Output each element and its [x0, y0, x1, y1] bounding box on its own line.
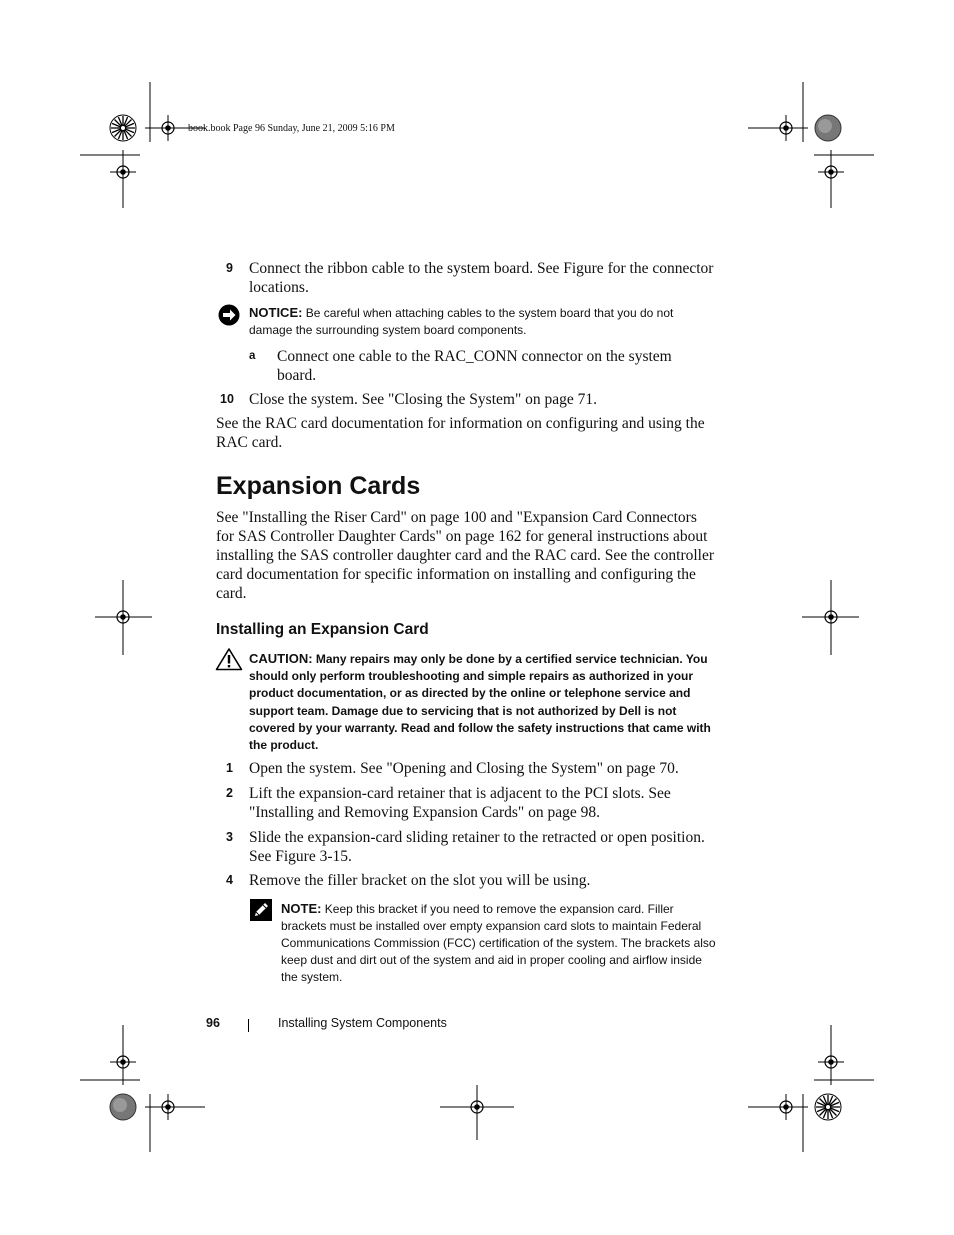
note-pencil-icon [250, 899, 272, 921]
notice-text: Be careful when attaching cables to the system board that you do not damage the surrounding system board components. [249, 306, 674, 337]
crop-registration-mark-icon [155, 115, 181, 141]
footer-divider [248, 1019, 249, 1032]
note-block [281, 900, 721, 986]
step-text: Slide the expansion-card sliding retainer to the retracted or open position. See Figure 3-15. [249, 829, 705, 865]
caution-text: Many repairs may only be done by a certified service technician. You should only perform troubleshooting and simple repairs as authorized in your product documentation, or as directed by the online or telephone service and support team. Damage due to servicing that is not authorized by Dell is not covered by your warranty. Read and follow the safety instructions that came with the product. [249, 652, 711, 753]
notice-label: NOTICE: [249, 305, 303, 320]
substep-text: Connect one cable to the RAC_CONN connector on the system board. [277, 348, 672, 384]
crop-registration-mark-icon [773, 115, 799, 141]
caution-block [249, 650, 721, 754]
print-slug: book.book Page 96 Sunday, June 21, 2009 5:16 PM [188, 123, 395, 134]
crop-registration-mark-icon [773, 1094, 799, 1120]
step-number: 10 [220, 392, 234, 406]
crop-registration-mark-icon [110, 1049, 136, 1075]
step-number: 3 [226, 830, 233, 844]
rac-paragraph: See the RAC card documentation for information on configuring and using the RAC card. [216, 415, 705, 451]
crop-registration-mark-icon [815, 115, 841, 141]
crop-registration-mark-icon [110, 604, 136, 630]
crop-registration-mark-icon [818, 159, 844, 185]
crop-registration-mark-icon [110, 1094, 136, 1120]
crop-registration-mark-icon [155, 1094, 181, 1120]
crop-registration-mark-icon [818, 604, 844, 630]
step-number: 9 [226, 261, 233, 275]
caution-label: CAUTION: [249, 651, 313, 666]
caution-triangle-icon [215, 647, 243, 671]
footer-section-title: Installing System Components [278, 1016, 447, 1030]
expansion-paragraph: See "Installing the Riser Card" on page 100 and "Expansion Card Connectors for SAS Controller Daughter Cards" on page 162 for general instructions about installing the SAS controller daughter card and the RAC card. See the controller card documentation for specific information on installing and configuring the card. [216, 509, 715, 602]
substep-letter: a [249, 350, 256, 362]
crop-registration-mark-icon [818, 1049, 844, 1075]
step-text: Open the system. See "Opening and Closing the System" on page 70. [249, 760, 679, 777]
note-text: Keep this bracket if you need to remove the expansion card. Filler brackets must be installed over empty expansion card slots to maintain Federal Communications Commission (FCC) certification of the system. The brackets also keep dust and dirt out of the system and aid in proper cooling and airflow inside the system. [281, 902, 716, 984]
crop-registration-mark-icon [815, 1094, 841, 1120]
note-label: NOTE: [281, 901, 322, 916]
step-number: 2 [226, 786, 233, 800]
step-text: Connect the ribbon cable to the system board. See Figure for the connector locations. [249, 260, 714, 296]
notice-icon [218, 304, 240, 326]
crop-registration-mark-icon [110, 159, 136, 185]
step-text: Lift the expansion-card retainer that is adjacent to the PCI slots. See "Installing and Removing Expansion Cards" on page 98. [249, 785, 671, 821]
notice-block [249, 304, 719, 339]
page-number: 96 [206, 1016, 220, 1030]
step-number: 1 [226, 761, 233, 775]
section-heading: Expansion Cards [216, 472, 421, 500]
step-text: Close the system. See "Closing the System" on page 71. [249, 391, 598, 408]
crop-registration-mark-icon [110, 115, 136, 141]
step-number: 4 [226, 873, 233, 887]
subsection-heading: Installing an Expansion Card [216, 621, 429, 638]
crop-registration-mark-icon [464, 1094, 490, 1120]
step-text: Remove the filler bracket on the slot you will be using. [249, 872, 591, 889]
